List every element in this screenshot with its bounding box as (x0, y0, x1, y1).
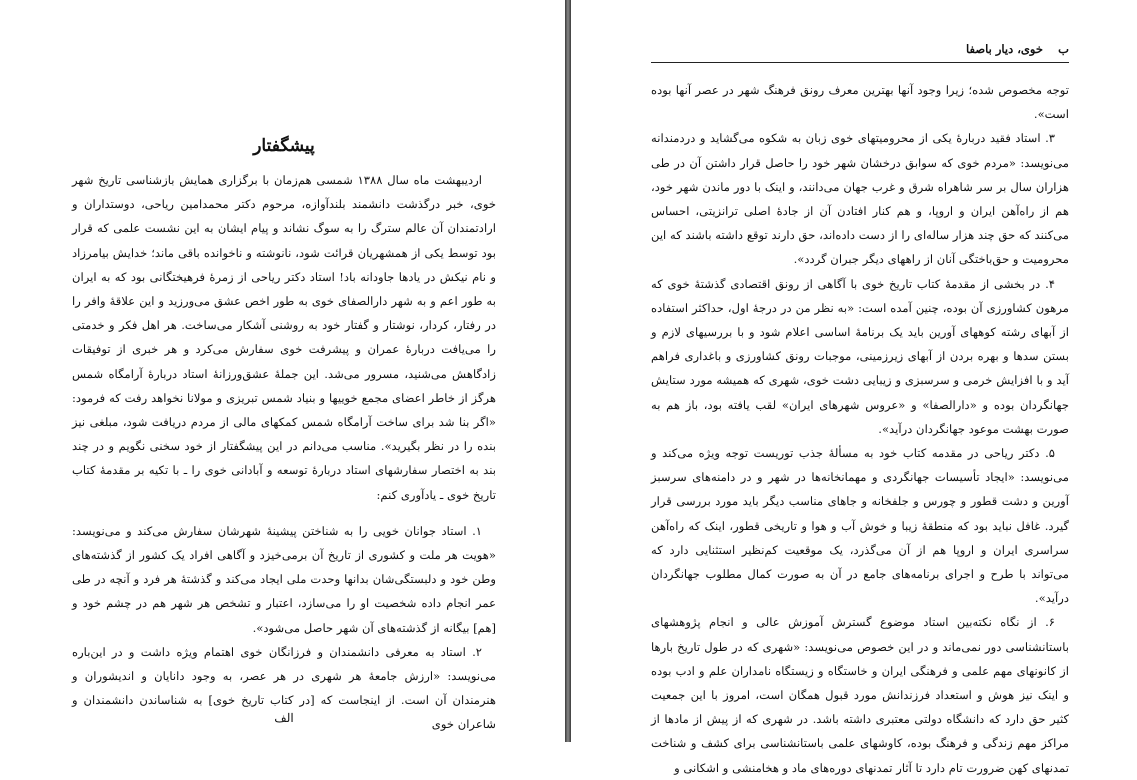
page-title: پیشگفتار (253, 136, 315, 156)
paragraph: ۱. استاد جوانان خویی را به شناختن پیشینهٔ شهرشان سفارش می‌کند و می‌نویسد: «هویت هر ملت و کشوری از تاریخ آن برمی‌خیزد و آگاهی افراد یک کشور از گذشته‌های وطن خود و دلبستگی‌شان بدانها وحدت ملی ایجاد می‌کند و گذشتهٔ هر فرد و آنچه در طی عمر انجام داده شخصیت او را می‌سازد، اعتبار و تشخص هر شهر هم در چشم خود و [هم] بیگانه از گذشته‌های آن شهر حاصل می‌شود». (72, 523, 496, 635)
header-page-number: ب (1058, 42, 1069, 56)
header-title: خوی، دیار باصفا (966, 42, 1043, 56)
paragraph: اردیبهشت ماه سال ۱۳۸۸ شمسی هم‌زمان با برگزاری همایش بازشناسی تاریخ شهر خوی، خبر درگذشت دانشمند بلندآوازه، مرحوم دکتر محمدامین ریاحی، دوستداران و ارادتمندان آن عالم سترگ را به سوگ نشاند و پیام ایشان به این نشست علمی که قرار بود توسط یکی از همشهریان قرائت شود، نانوشته و ناخوانده باقی ماند؛ خدایش بیامرزاد و نام نیکش در یادها جاودانه باد! استاد دکتر ریاحی از زمرهٔ فرهیختگانی بود که به ایران به طور اعم و به شهر دارالصفای خوی به طور اخص عشق می‌ورزید و این علاقهٔ وافر را در رفتار، کردار، نوشتار و گفتار خود به روشنی آشکار می‌ساخت. هر اهل فکر و خدمتی را می‌یافت دربارهٔ عمران و پیشرفت خوی سفارش می‌کرد و هر خبری از توفیقات زادگاهش می‌شنید، مسرور می‌شد. این جملهٔ عشق‌ورزانهٔ استاد دربارهٔ آرامگاه شمس هرگز از خاطر اعضای مجمع خوییها و بنیاد شمس تبریزی و مولانا نخواهد رفت که فرمود: «اگر بنا شد برای ساخت آرامگاه شمس کمکهای مالی از مردم دریافت شود، مبلغی نیز بنده را در نظر بگیرید». مناسب می‌دانم در این پیشگفتار از خود سخنی نگویم و در چند بند به اختصار سفارشهای استاد دربارهٔ توسعه و آبادانی خوی را ـ با تکیه بر مقدمهٔ کتاب تاریخ خوی ـ یادآوری کنم: (72, 173, 496, 502)
left-page-body (72, 168, 496, 737)
paragraph: ۴. در بخشی از مقدمهٔ کتاب تاریخ خوی با آگاهی از رونق اقتصادی گذشتهٔ خوی که مرهون کشاورزی آن بوده، چنین آمده است: «به نظر من در درجهٔ اول، حداکثر استفاده از آبهای رشته کوههای آورین باید یک برنامهٔ اساسی اعلام شود و با بررسیهای لازم و بستن سدها و بهره بردن از آبهای زیرزمینی، موجبات رونق کشاورزی و باغداری فراهم آید و با افزایش خرمی و سرسبزی و زیبایی دشت خوی، شهری که همیشه مورد ستایش جهانگردان بوده و «دارالصفا» و «عروس شهرهای ایران» لقب یافته بود، باز هم به صورت بهشت موعود جهانگردان درآید». (651, 276, 1069, 436)
right-page (571, 0, 1137, 775)
paragraph: ۳. استاد فقید دربارهٔ یکی از محرومیتهای خوی زبان به شکوه می‌گشاید و دردمندانه می‌نویسد: «مردم خوی که سوابق درخشان شهر خود را حاصل قرار داشتن آن در طی هزاران سال بر سر شاهراه شرق و غرب جهان می‌دانند، و اینک با دور ماندن شهر خود، هم از راه‌آهن ایران و اروپا، و هم کنار افتادن آن از جادهٔ اصلی ترانزیتی، احساس می‌کنند که حق چند هزار ساله‌ای را از دست داده‌اند، حق دارند توقع داشته باشند که این محرومیت و حق‌باختگی آنان از راههای دیگر جبران گردد». (651, 131, 1069, 267)
paragraph: توجه مخصوص شده؛ زیرا وجود آنها بهترین معرف رونق فرهنگ شهر در عصر آنها بوده است». (651, 83, 1069, 122)
paragraph: ۶. از نگاه نکته‌بین استاد موضوع گسترش آموزش عالی و انجام پژوهشهای باستانشناسی دور نمی‌ماند و در این خصوص می‌نویسد: «شهری که در طول تاریخ بارها از کانونهای مهم علمی و فرهنگی ایران و خاستگاه و زیستگاه نامداران علم و ادب بوده و اینک نیز هوش و استعداد فرزندانش مورد قبول همگان است، امروز با این جمعیت کثیر حق دارد که دانشگاه دولتی معتبری داشته باشد. در شهری که از پیش از مادها از مراکز مهم زندگی و فرهنگ بوده، کاوشهای علمی باستانشناسی برای کشف و شناخت تمدنهای کهن ضرورت تام دارد تا آثار تمدنهای دوره‌های ماد و هخامنشی و اشکانی و (651, 615, 1069, 775)
right-page-body (651, 78, 1069, 780)
paragraph: ۵. دکتر ریاحی در مقدمه کتاب خود به مسألهٔ جذب توریست توجه ویژه می‌کند و می‌نویسد: «ایجاد تأسیسات جهانگردی و مهمانخانه‌ها در شهر و در دامنه‌های سرسبز آورین و دشت قطور و چورس و جلفخانه و جاهای مناسب دیگر باید مورد بررسی قرار گیرد. غافل نباید بود که منطقهٔ زیبا و خوش آب و هوا و تاریخی قطور، اینک که راه‌آهن سراسری ایران و اروپا هم از آن می‌گذرد، یک موقعیت کم‌نظیر استثنایی دارد که می‌تواند با طرح و اجرای برنامه‌های جامع در آن به صورت کمال مطلوب جهانگردان درآید». (651, 446, 1069, 606)
left-page (0, 0, 566, 742)
running-header (651, 38, 1069, 63)
page-number: الف (274, 711, 294, 725)
paragraph: ۲. استاد به معرفی دانشمندان و فرزانگان خوی اهتمام ویژه داشت و در این‌باره می‌نویسد: «ارزش جامعهٔ هر شهری در هر عصر، به وجود دانایان و اندیشوران و هنرمندان آن است. از اینجاست که [در کتاب تاریخ خوی] به شناساندن دانشمندان و شاعران خوی (72, 644, 496, 732)
